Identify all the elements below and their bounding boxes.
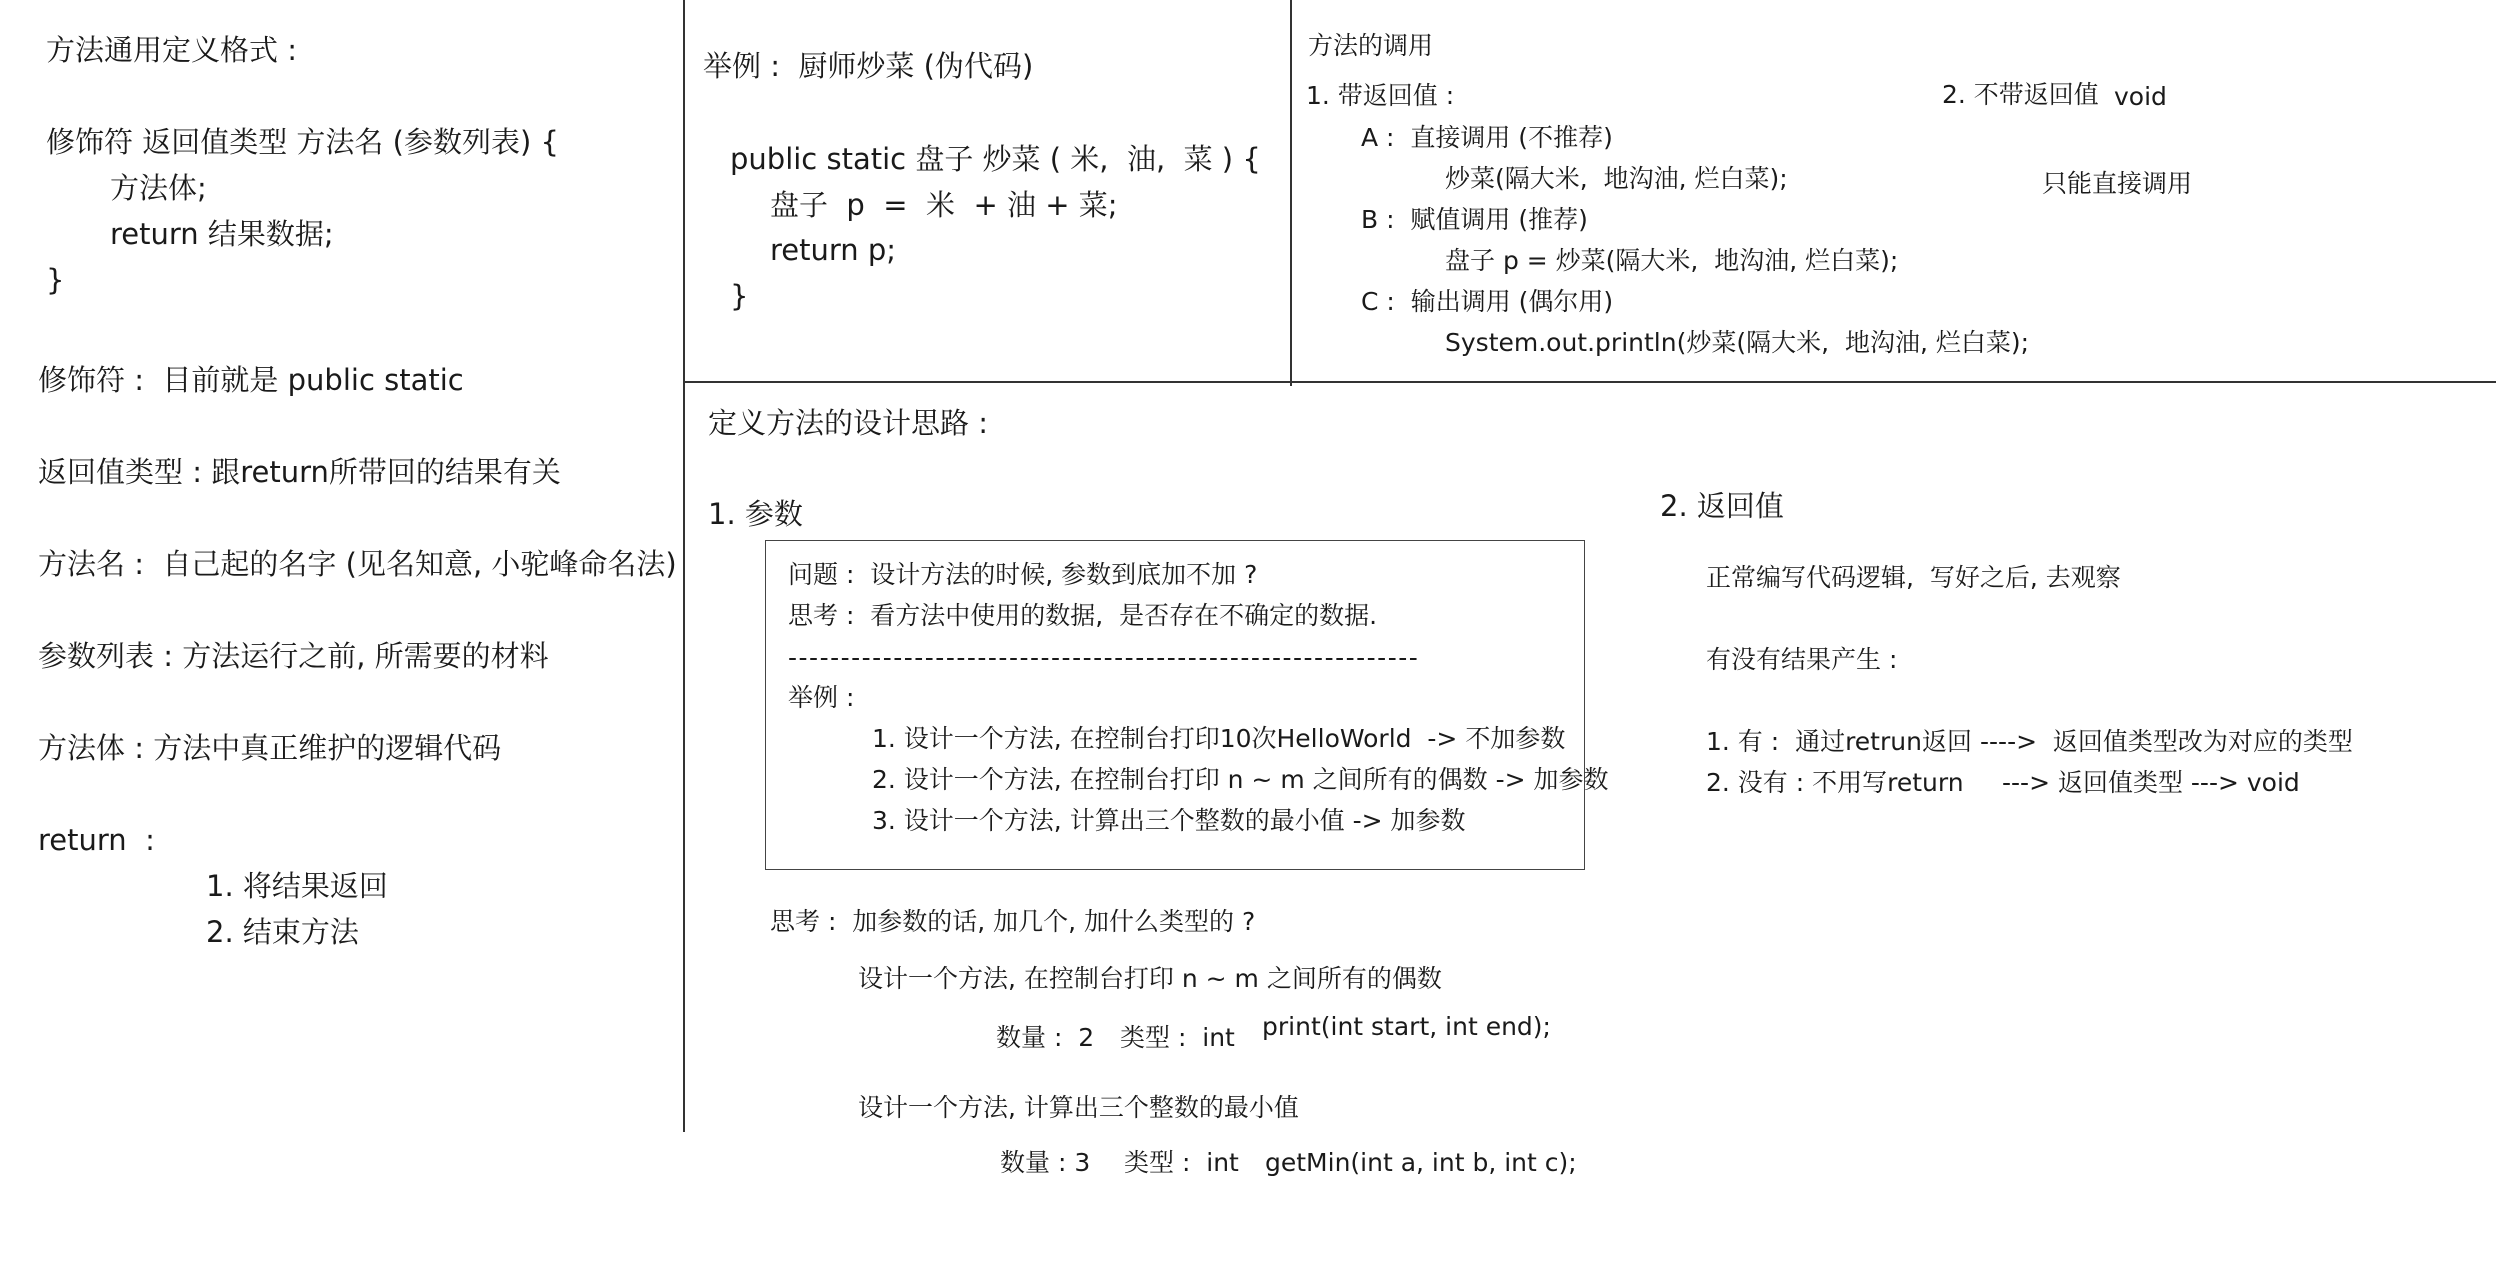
call-void: void (2114, 82, 2167, 111)
call-a: A : 直接调用 (不推荐) (1361, 123, 1613, 152)
left-return: return 结果数据; (110, 217, 334, 251)
box-think: 思考 : 看方法中使用的数据, 是否存在不确定的数据. (788, 601, 1378, 630)
design-d1: 设计一个方法, 在控制台打印 n ~ m 之间所有的偶数 (858, 964, 1442, 993)
example-title: 举例 : 厨师炒菜 (伪代码) (703, 49, 1034, 83)
design-think-2: 思考 : 加参数的话, 加几个, 加什么类型的 ? (770, 907, 1256, 936)
design-d1-type: 类型 : int (1120, 1023, 1235, 1052)
left-return-1: 1. 将结果返回 (206, 869, 388, 903)
left-return-type: 返回值类型 : 跟return所带回的结果有关 (38, 455, 561, 489)
box-dashes: ------------------------------------------------------------ (788, 643, 1420, 672)
box-example-1: 1. 设计一个方法, 在控制台打印10次HelloWorld -> 不加参数 (872, 724, 1566, 753)
left-method-name: 方法名 : 自己起的名字 (见名知意, 小驼峰命名法) (38, 547, 677, 581)
horizontal-divider (683, 381, 2496, 383)
call-b: B : 赋值调用 (推荐) (1361, 205, 1588, 234)
call-only-direct: 只能直接调用 (2042, 169, 2193, 198)
left-return-2: 2. 结束方法 (206, 915, 359, 949)
call-no-return: 2. 不带返回值 (1942, 80, 2099, 109)
example-line-4: } (730, 279, 749, 313)
design-d2-sig: getMin(int a, int b, int c); (1265, 1148, 1577, 1177)
design-return-heading: 2. 返回值 (1660, 489, 1784, 523)
box-example-2: 2. 设计一个方法, 在控制台打印 n ~ m 之间所有的偶数 -> 加参数 (872, 765, 1609, 794)
design-return-r4a: 2. 没有 : 不用写return (1706, 768, 1964, 797)
call-title: 方法的调用 (1308, 31, 1434, 60)
left-title: 方法通用定义格式 : (46, 33, 297, 67)
call-c-code: System.out.println(炒菜(隔大米, 地沟油, 烂白菜); (1445, 328, 2030, 357)
call-with-return: 1. 带返回值 : (1306, 81, 1455, 110)
call-b-code: 盘子 p = 炒菜(隔大米, 地沟油, 烂白菜); (1445, 246, 1899, 275)
left-body: 方法体; (110, 171, 207, 205)
box-example-3: 3. 设计一个方法, 计算出三个整数的最小值 -> 加参数 (872, 806, 1466, 835)
vertical-divider-left (683, 0, 685, 1132)
design-return-r2: 有没有结果产生 : (1706, 645, 1898, 674)
box-question: 问题 : 设计方法的时候, 参数到底加不加 ? (788, 560, 1258, 589)
design-title: 定义方法的设计思路 : (708, 406, 988, 440)
example-line-3: return p; (770, 233, 897, 267)
left-method-body: 方法体 : 方法中真正维护的逻辑代码 (38, 731, 502, 765)
left-close-brace: } (46, 263, 65, 297)
left-modifier: 修饰符 : 目前就是 public static (38, 363, 464, 397)
design-d2-count: 数量 : 3 (1000, 1148, 1091, 1177)
design-return-r3b: ----> 返回值类型改为对应的类型 (1980, 727, 2353, 756)
design-d1-count: 数量 : 2 (996, 1023, 1095, 1052)
call-a-code: 炒菜(隔大米, 地沟油, 烂白菜); (1445, 164, 1788, 193)
example-line-1: public static 盘子 炒菜 ( 米, 油, 菜 ) { (730, 142, 1261, 176)
design-d2: 设计一个方法, 计算出三个整数的最小值 (858, 1093, 1299, 1122)
design-d2-type: 类型 : int (1124, 1148, 1239, 1177)
example-line-2: 盘子 p = 米 + 油 + 菜; (770, 188, 1118, 222)
design-d1-sig: print(int start, int end); (1262, 1012, 1551, 1041)
vertical-divider-right (1290, 0, 1292, 386)
left-return-label: return : (38, 823, 155, 857)
left-signature: 修饰符 返回值类型 方法名 (参数列表) { (46, 125, 559, 159)
left-params: 参数列表 : 方法运行之前, 所需要的材料 (38, 639, 549, 673)
call-c: C : 输出调用 (偶尔用) (1361, 287, 1614, 316)
box-example-label: 举例 : (788, 683, 855, 712)
design-return-r4b: ---> 返回值类型 ---> void (2002, 768, 2300, 797)
design-params-heading: 1. 参数 (708, 497, 803, 531)
design-return-r1: 正常编写代码逻辑, 写好之后, 去观察 (1706, 563, 2121, 592)
design-return-r3a: 1. 有 : 通过retrun返回 (1706, 727, 1972, 756)
